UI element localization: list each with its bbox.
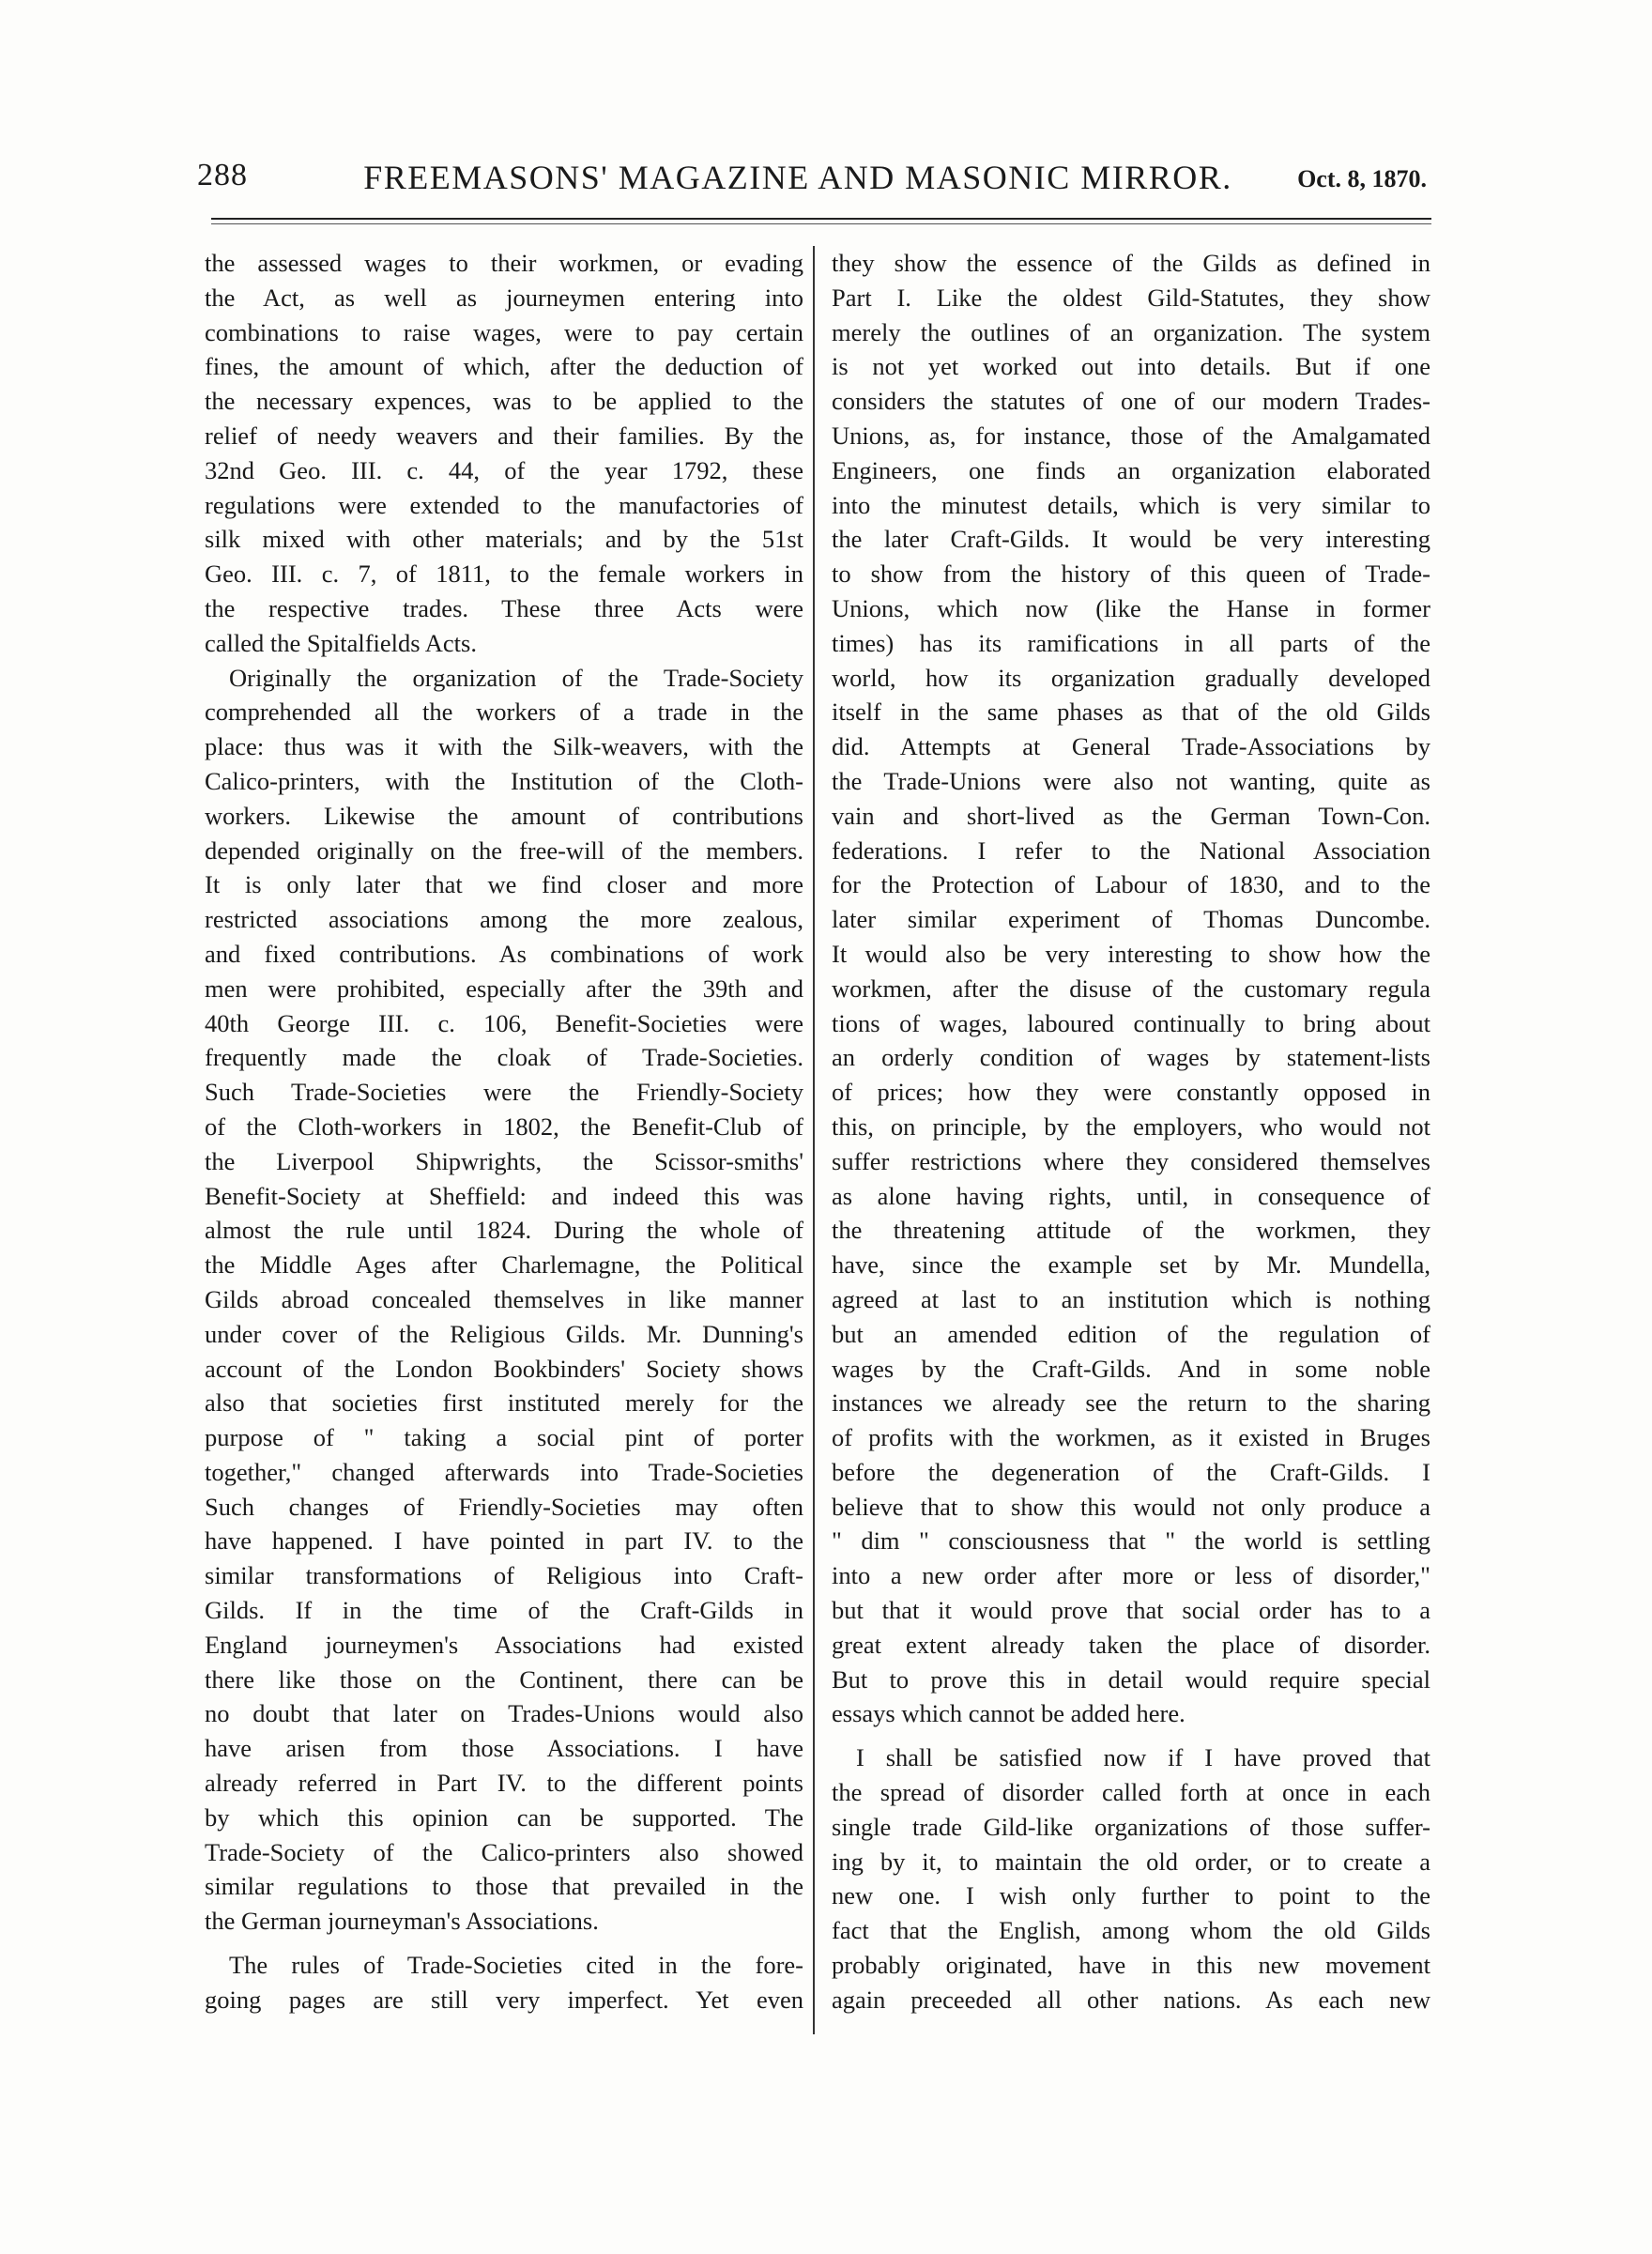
left-column-paragraph-gap [205, 1939, 803, 1948]
left-column-text-line: under cover of the Religious Gilds. Mr. Dunning's [205, 1319, 803, 1348]
left-column-text-line: almost the rule until 1824. During the whole of [205, 1216, 803, 1245]
right-column-text-line: vain and short-lived as the German Town-Con. [832, 801, 1430, 830]
right-column-text-line: they show the essence of the Gilds as defined in [832, 249, 1430, 277]
header-rule [211, 218, 1431, 220]
left-column-text-line: similar regulations to those that prevailed in the [205, 1872, 803, 1901]
left-column-text-line: workers. Likewise the amount of contributions [205, 801, 803, 830]
right-column-text-line: instances we already see the return to the sharing [832, 1388, 1430, 1418]
left-column-text-line: restricted associations among the more zealous, [205, 905, 803, 934]
right-column-text-line: into the minutest details, which is very similar to [832, 490, 1430, 519]
right-column-text-line: probably originated, have in this new movement [832, 1951, 1430, 1980]
right-column-text-line: of profits with the workmen, as it existed in Bruges [832, 1423, 1430, 1452]
right-column-text-line: I shall be satisfied now if I have proved that [856, 1743, 1430, 1772]
right-column-text-line: the later Craft-Gilds. It would be very interesting [832, 525, 1430, 554]
left-column-text-line: Such changes of Friendly-Societies may often [205, 1492, 803, 1521]
right-column-text-line: is not yet worked out into details. But if one [832, 352, 1430, 381]
left-column-text-line: have happened. I have pointed in part IV. to the [205, 1526, 803, 1556]
right-column-text-line: again preceeded all other nations. As each new [832, 1985, 1430, 2014]
right-column-text-line: this, on principle, by the employers, who would not [832, 1112, 1430, 1141]
right-column-paragraph-gap [832, 1731, 1430, 1740]
right-column-text-line: It would also be very interesting to show how the [832, 939, 1430, 968]
right-column-text-line: before the degeneration of the Craft-Gilds. I [832, 1457, 1430, 1486]
right-column-text-line: Part I. Like the oldest Gild-Statutes, they show [832, 283, 1430, 312]
left-column-text-line: place: thus was it with the Silk-weavers, with the [205, 732, 803, 761]
header-rule-secondary [211, 223, 1431, 224]
right-column-text-line: agreed at last to an institution which is nothing [832, 1284, 1430, 1313]
right-column-text-line: new one. I wish only further to point to the [832, 1881, 1430, 1910]
left-column-text-line: the Act, as well as journeymen entering into [205, 283, 803, 312]
issue-date: Oct. 8, 1870. [1297, 165, 1427, 192]
left-column [205, 246, 803, 2017]
right-column-text-line: wages by the Craft-Gilds. And in some noble [832, 1354, 1430, 1383]
right-column-text-line: suffer restrictions where they considered themselves [832, 1146, 1430, 1175]
right-column-text-line: did. Attempts at General Trade-Associations by [832, 732, 1430, 761]
left-column-text-line: regulations were extended to the manufactories of [205, 490, 803, 519]
right-column [832, 246, 1430, 2017]
right-column-text-line: great extent already taken the place of disorder. [832, 1630, 1430, 1659]
left-column-text-line: already referred in Part IV. to the different points [205, 1769, 803, 1798]
left-column-text-line: 40th George III. c. 106, Benefit-Societies were [205, 1008, 803, 1037]
left-column-text-line: Benefit-Society at Sheffield: and indeed this was [205, 1181, 803, 1210]
right-column-text-line: single trade Gild-like organizations of those suffer- [832, 1812, 1430, 1841]
right-column-text-line: Engineers, one finds an organization elaborated [832, 455, 1430, 484]
left-column-text-line: no doubt that later on Trades-Unions would also [205, 1699, 803, 1728]
left-column-text-line: men were prohibited, especially after the 39th and [205, 974, 803, 1003]
right-column-text-line: for the Protection of Labour of 1830, and to the [832, 870, 1430, 899]
left-column-text-line: the German journeyman's Associations. [205, 1907, 599, 1936]
left-column-text-line: silk mixed with other materials; and by the 51st [205, 525, 803, 554]
right-column-text-line: to show from the history of this queen of Trade- [832, 560, 1430, 589]
left-column-text-line: purpose of " taking a social pint of porter [205, 1423, 803, 1452]
right-column-text-line: times) has its ramifications in all parts of the [832, 628, 1430, 657]
left-column-text-line: Such Trade-Societies were the Friendly-Society [205, 1078, 803, 1107]
left-column-text-line: the assessed wages to their workmen, or evading [205, 249, 803, 277]
right-column-text-line: the spread of disorder called forth at once in each [832, 1778, 1430, 1807]
left-column-text-line: It is only later that we find closer and more [205, 870, 803, 899]
right-column-text-line: workmen, after the disuse of the customary regula [832, 974, 1430, 1003]
right-column-text-line: merely the outlines of an organization. The system [832, 317, 1430, 346]
left-column-text-line: England journeymen's Associations had existed [205, 1630, 803, 1659]
left-column-text-line: fines, the amount of which, after the deduction of [205, 352, 803, 381]
left-column-text-line: called the Spitalfields Acts. [205, 628, 477, 657]
right-column-text-line: as alone having rights, until, in consequence of [832, 1181, 1430, 1210]
left-column-text-line: Calico-printers, with the Institution of the Cloth- [205, 766, 803, 795]
left-column-text-line: of the Cloth-workers in 1802, the Benefit-Club of [205, 1112, 803, 1141]
right-column-text-line: itself in the same phases as that of the old Gilds [832, 698, 1430, 727]
left-column-text-line: Gilds abroad concealed themselves in like manner [205, 1284, 803, 1313]
left-column-text-line: the respective trades. These three Acts were [205, 593, 803, 622]
left-column-text-line: depended originally on the free-will of the members. [205, 836, 803, 865]
right-column-text-line: tions of wages, laboured continually to bring about [832, 1008, 1430, 1037]
right-column-text-line: have, since the example set by Mr. Mundella, [832, 1250, 1430, 1280]
left-column-text-line: frequently made the cloak of Trade-Societies. [205, 1043, 803, 1072]
right-column-text-line: ing by it, to maintain the old order, or to create a [832, 1847, 1430, 1876]
left-column-text-line: also that societies first instituted merely for the [205, 1388, 803, 1418]
page-number: 288 [197, 158, 248, 192]
masthead-title: FREEMASONS' MAGAZINE AND MASONIC MIRROR. [363, 159, 1232, 196]
right-column-text-line: " dim " consciousness that " the world is settling [832, 1526, 1430, 1556]
right-column-text-line: the threatening attitude of the workmen, they [832, 1216, 1430, 1245]
left-column-text-line: Gilds. If in the time of the Craft-Gilds in [205, 1596, 803, 1625]
right-column-text-line: the Trade-Unions were also not wanting, quite as [832, 766, 1430, 795]
right-column-text-line: Unions, which now (like the Hanse in former [832, 593, 1430, 622]
left-column-text-line: relief of needy weavers and their families. By the [205, 421, 803, 450]
right-column-text-line: an orderly condition of wages by statement-lists [832, 1043, 1430, 1072]
right-column-text-line: federations. I refer to the National Association [832, 836, 1430, 865]
left-column-text-line: Trade-Society of the Calico-printers also showed [205, 1837, 803, 1866]
right-column-text-line: believe that to show this would not only produce a [832, 1492, 1430, 1521]
page-header [197, 158, 1427, 214]
left-column-text-line: there like those on the Continent, there can be [205, 1664, 803, 1694]
left-column-text-line: and fixed contributions. As combinations of work [205, 939, 803, 968]
left-column-text-line: comprehended all the workers of a trade in the [205, 698, 803, 727]
left-column-text-line: the Liverpool Shipwrights, the Scissor-smiths' [205, 1146, 803, 1175]
left-column-text-line: account of the London Bookbinders' Society shows [205, 1354, 803, 1383]
right-column-text-line: But to prove this in detail would require special [832, 1664, 1430, 1694]
right-column-text-line: later similar experiment of Thomas Duncombe. [832, 905, 1430, 934]
left-column-text-line: Originally the organization of the Trade-Society [229, 663, 803, 692]
left-column-text-line: 32nd Geo. III. c. 44, of the year 1792, these [205, 455, 803, 484]
right-column-text-line: into a new order after more or less of disorder," [832, 1561, 1430, 1590]
left-column-text-line: have arisen from those Associations. I have [205, 1734, 803, 1763]
left-column-text-line: combinations to raise wages, were to pay certain [205, 317, 803, 346]
right-column-text-line: Unions, as, for instance, those of the Amalgamated [832, 421, 1430, 450]
right-column-text-line: essays which cannot be added here. [832, 1699, 1185, 1728]
right-column-text-line: fact that the English, among whom the old Gilds [832, 1916, 1430, 1945]
left-column-text-line: The rules of Trade-Societies cited in the fore- [229, 1951, 803, 1980]
left-column-text-line: the necessary expences, was to be applied to the [205, 387, 803, 416]
right-column-text-line: but an amended edition of the regulation of [832, 1319, 1430, 1348]
left-column-text-line: going pages are still very imperfect. Yet even [205, 1985, 803, 2014]
column-divider [813, 246, 815, 2034]
left-column-text-line: similar transformations of Religious into Craft- [205, 1561, 803, 1590]
left-column-text-line: by which this opinion can be supported. The [205, 1802, 803, 1832]
right-column-text-line: of prices; how they were constantly opposed in [832, 1078, 1430, 1107]
left-column-text-line: Geo. III. c. 7, of 1811, to the female workers in [205, 560, 803, 589]
right-column-text-line: considers the statutes of one of our modern Trades- [832, 387, 1430, 416]
left-column-text-line: the Middle Ages after Charlemagne, the Political [205, 1250, 803, 1280]
right-column-text-line: but that it would prove that social order has to a [832, 1596, 1430, 1625]
right-column-text-line: world, how its organization gradually developed [832, 663, 1430, 692]
left-column-text-line: together," changed afterwards into Trade-Societies [205, 1457, 803, 1486]
